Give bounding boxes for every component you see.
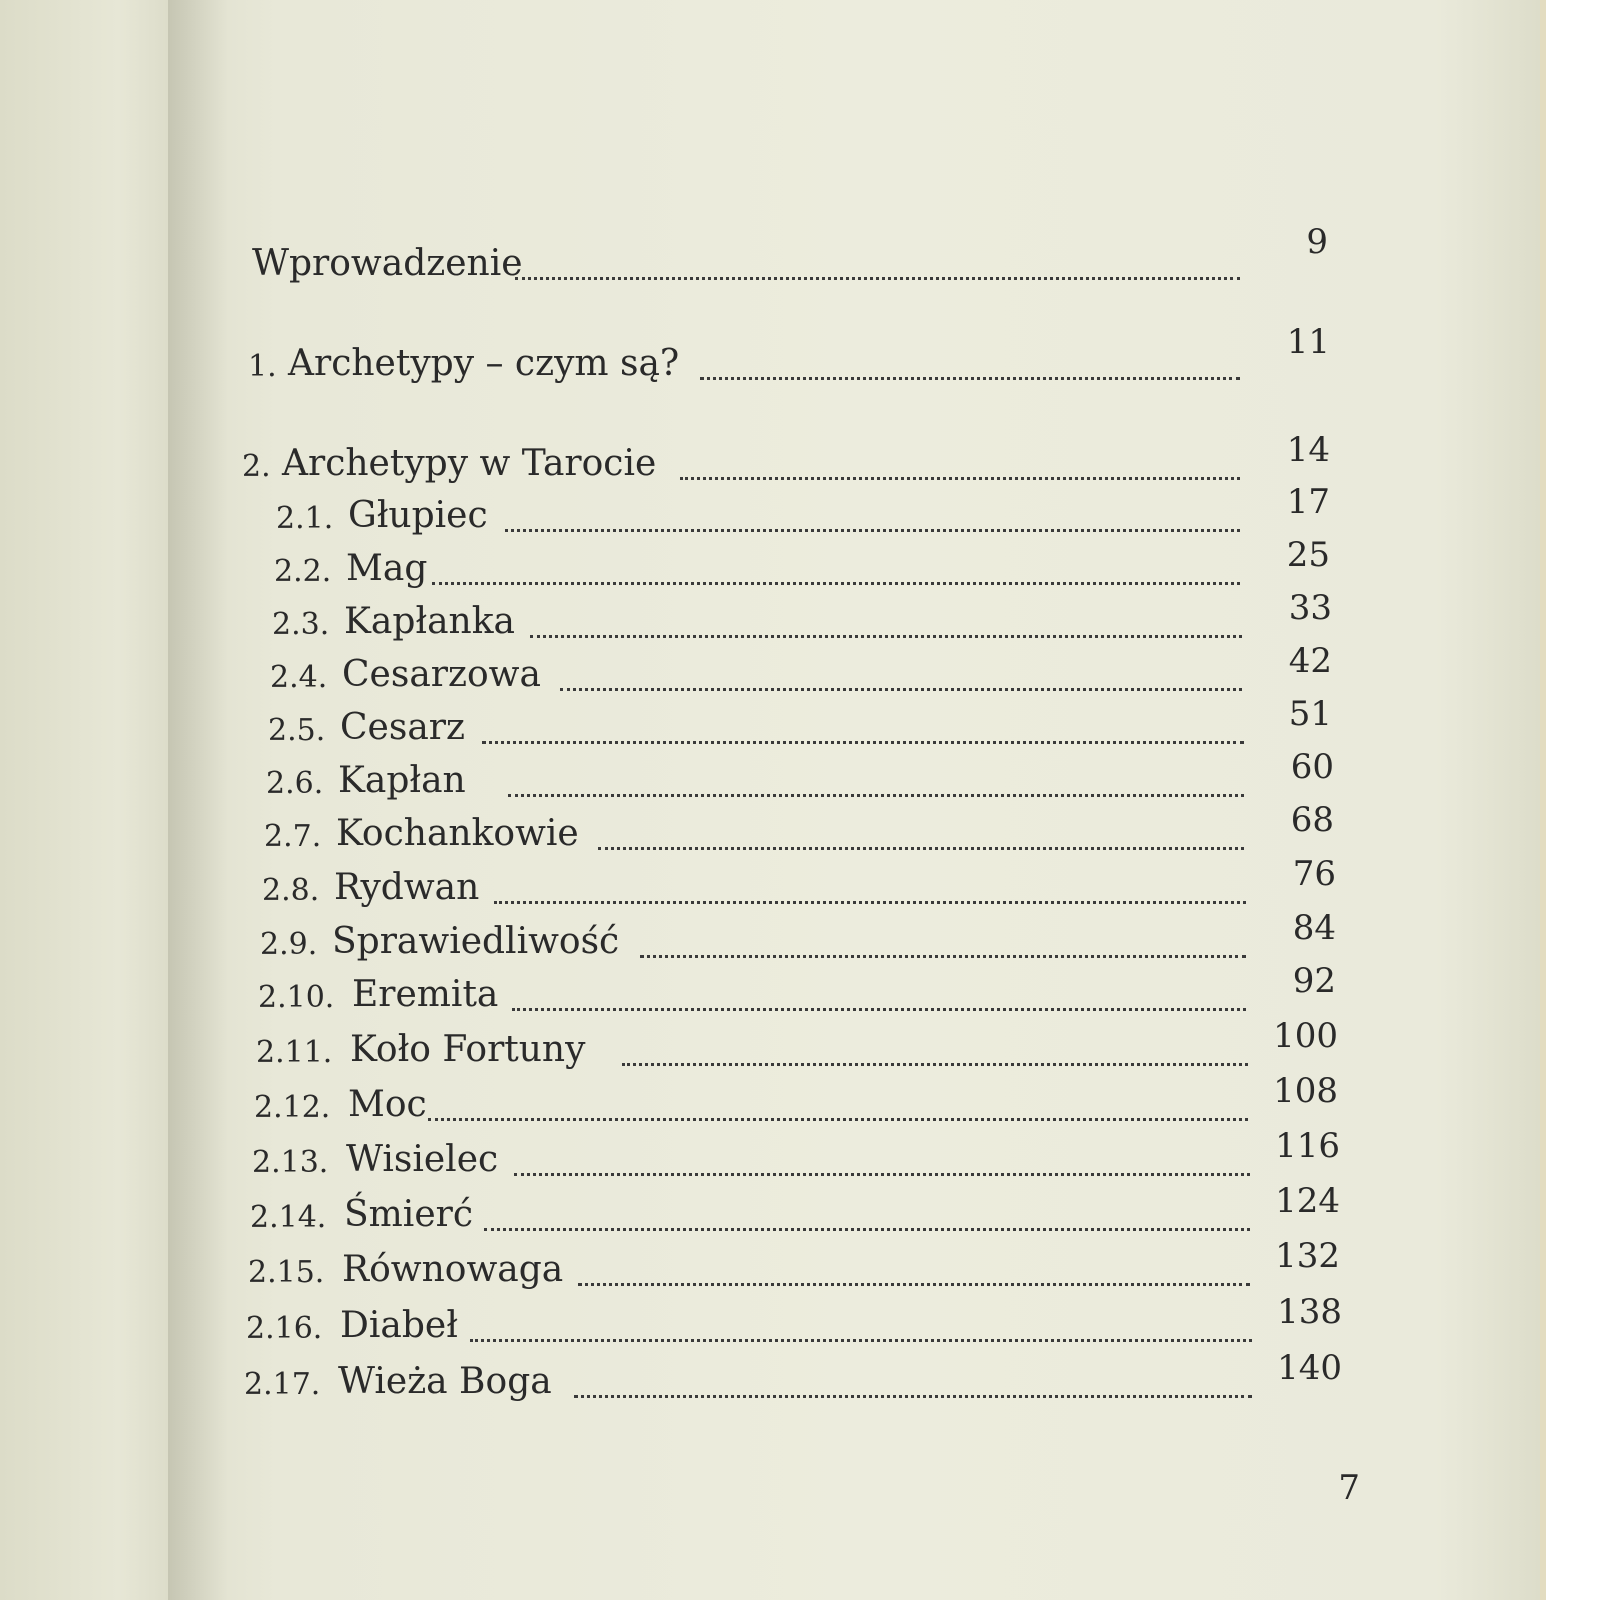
toc-entry-number: 2.7.	[264, 819, 322, 854]
toc-page-number: 17	[1286, 482, 1330, 522]
toc-page-number: 124	[1275, 1181, 1340, 1221]
toc-entry-number: 2.17.	[244, 1367, 321, 1402]
toc-entry-title: Archetypy – czym są?	[288, 343, 680, 384]
toc-entry-number: 2.14.	[250, 1200, 327, 1235]
toc-leader	[680, 477, 1240, 480]
toc-entry	[0, 802, 1600, 862]
toc-entry-title: Wisielec	[346, 1139, 499, 1180]
toc-entry-title: Sprawiedliwość	[332, 921, 620, 962]
toc-entry-title: Wprowadzenie	[252, 243, 523, 284]
toc-leader	[484, 1228, 1250, 1231]
toc-leader	[515, 277, 1240, 280]
toc-entry-number: 2.15.	[248, 1255, 325, 1290]
toc-page-number: 25	[1286, 535, 1330, 575]
toc-leader	[574, 1395, 1252, 1398]
toc-entry-number: 2.10.	[258, 980, 335, 1015]
toc-leader	[432, 582, 1240, 585]
toc-entry	[0, 1018, 1600, 1078]
toc-page-number: 9	[1306, 222, 1328, 262]
toc-entry-number: 2.12.	[254, 1090, 331, 1125]
toc-entry	[0, 222, 1600, 292]
toc-page-number: 84	[1292, 908, 1336, 948]
toc-leader	[508, 794, 1244, 797]
toc-entry-number: 2.8.	[262, 873, 320, 908]
toc-entry	[0, 537, 1600, 597]
toc-entry-title: Rydwan	[334, 867, 480, 908]
toc-entry-number: 2.1.	[276, 501, 334, 536]
toc-page-number: 33	[1288, 588, 1332, 628]
toc-leader	[640, 955, 1246, 958]
toc-entry	[0, 856, 1600, 916]
toc-entry	[0, 963, 1600, 1023]
toc-page-number: 60	[1290, 747, 1334, 787]
toc-entry	[0, 1238, 1600, 1298]
toc-page-number: 92	[1292, 961, 1336, 1001]
toc-entry-number: 2.4.	[270, 660, 328, 695]
toc-entry-number: 2.13.	[252, 1145, 329, 1180]
toc-entry-number: 1.	[248, 349, 277, 384]
toc-entry-title: Moc	[348, 1084, 427, 1125]
toc-leader	[505, 529, 1240, 532]
toc-entry-number: 2.16.	[246, 1311, 323, 1346]
toc-entry	[0, 696, 1600, 756]
toc-page-number: 108	[1273, 1071, 1338, 1111]
toc-page-number: 68	[1290, 800, 1334, 840]
toc-entry	[0, 432, 1600, 492]
toc-leader	[622, 1063, 1248, 1066]
toc-page-number: 138	[1277, 1292, 1342, 1332]
toc-page-number: 76	[1292, 854, 1336, 894]
toc-entry-title: Diabeł	[340, 1305, 458, 1346]
toc-entry	[0, 643, 1600, 703]
toc-page-number: 42	[1288, 641, 1332, 681]
toc-entry	[0, 590, 1600, 650]
toc-leader	[530, 635, 1242, 638]
toc-entry-title: Archetypy w Tarocie	[282, 443, 657, 484]
toc-entry-title: Kapłanka	[344, 601, 515, 642]
toc-leader	[560, 688, 1242, 691]
toc-entry-title: Eremita	[352, 974, 499, 1015]
toc-entry-title: Kapłan	[338, 760, 466, 801]
toc-leader	[514, 1173, 1250, 1176]
toc-page-number: 11	[1286, 322, 1330, 362]
toc-page-number: 100	[1273, 1016, 1338, 1056]
toc-leader	[598, 847, 1244, 850]
toc-entry-number: 2.2.	[274, 554, 332, 589]
toc-entry-title: Koło Fortuny	[350, 1029, 586, 1070]
toc-entry-title: Cesarz	[340, 707, 465, 748]
toc-leader	[578, 1283, 1250, 1286]
toc-entry	[0, 1073, 1600, 1133]
toc-entry	[0, 322, 1600, 392]
toc-entry	[0, 1350, 1600, 1410]
toc-entry-title: Równowaga	[342, 1249, 564, 1290]
toc-entry	[0, 749, 1600, 809]
toc-entry-title: Cesarzowa	[342, 654, 541, 695]
toc-leader	[470, 1339, 1252, 1342]
toc-entry-number: 2.	[242, 449, 271, 484]
toc-entry-title: Kochankowie	[336, 813, 579, 854]
toc-entry	[0, 910, 1600, 970]
toc-page-number: 140	[1277, 1348, 1342, 1388]
toc-entry-number: 2.11.	[256, 1035, 333, 1070]
toc-entry	[0, 1128, 1600, 1188]
page-number-folio: 7	[1338, 1468, 1360, 1508]
toc-entry	[0, 484, 1600, 544]
toc-entry-title: Wieża Boga	[338, 1361, 552, 1402]
toc-entry-number: 2.6.	[266, 766, 324, 801]
toc-leader	[494, 901, 1246, 904]
toc-page-number: 14	[1286, 430, 1330, 470]
toc-entry-title: Głupiec	[348, 495, 488, 536]
toc-entry	[0, 1294, 1600, 1354]
toc-entry-number: 2.3.	[272, 607, 330, 642]
toc-entry-number: 2.5.	[268, 713, 326, 748]
toc-leader	[428, 1118, 1248, 1121]
toc-leader	[512, 1008, 1246, 1011]
toc-page-number: 51	[1288, 694, 1332, 734]
toc-leader	[700, 377, 1240, 380]
toc-entry-number: 2.9.	[260, 927, 318, 962]
toc-leader	[482, 741, 1244, 744]
toc-entry-title: Śmierć	[344, 1194, 473, 1235]
toc-entry	[0, 1183, 1600, 1243]
toc-page-number: 116	[1275, 1126, 1340, 1166]
toc-entry-title: Mag	[346, 548, 428, 589]
toc-page-number: 132	[1275, 1236, 1340, 1276]
